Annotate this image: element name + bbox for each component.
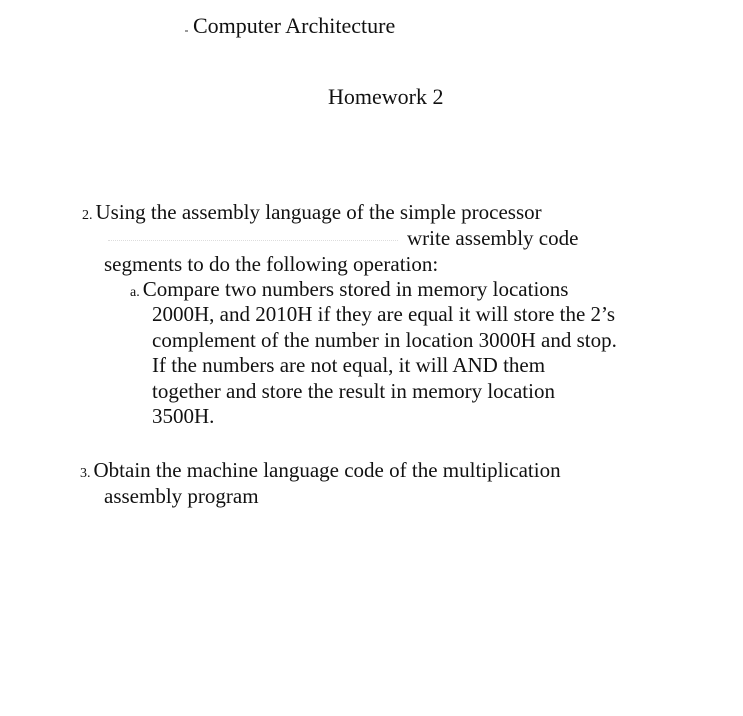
question-3-line-2: assembly program [104,484,259,508]
document-subtitle: Homework 2 [328,84,444,109]
part-a-line-3: complement of the number in location 3000H and stop. [152,328,617,352]
part-a-line-2: 2000H, and 2010H if they are equal it will store the 2’s [152,302,616,326]
question-3-line-1 [80,460,561,481]
part-a-label: a. [130,285,140,300]
part-a-line-5: together and store the result in memory location [152,379,555,403]
question-3-number: 3. [80,466,91,481]
question-2-number: 2. [82,208,93,223]
part-a-text-1: Compare two numbers stored in memory locations [142,277,569,301]
question-2-line-1 [82,202,542,223]
document-title: Computer Architecture [193,13,396,38]
question-2-line-2: write assembly code [407,226,579,250]
bullet-mark [185,30,188,32]
part-a-line-6: 3500H. [152,404,215,428]
question-3-text-1: Obtain the machine language code of the multiplication [93,458,561,482]
part-a-line-4: If the numbers are not equal, it will AND them [152,353,546,377]
obscured-text-artifact [108,232,398,241]
question-2-line-3: segments to do the following operation: [104,252,439,276]
part-a-line-1 [130,279,568,300]
question-2-text-1: Using the assembly language of the simple processor [95,200,542,224]
